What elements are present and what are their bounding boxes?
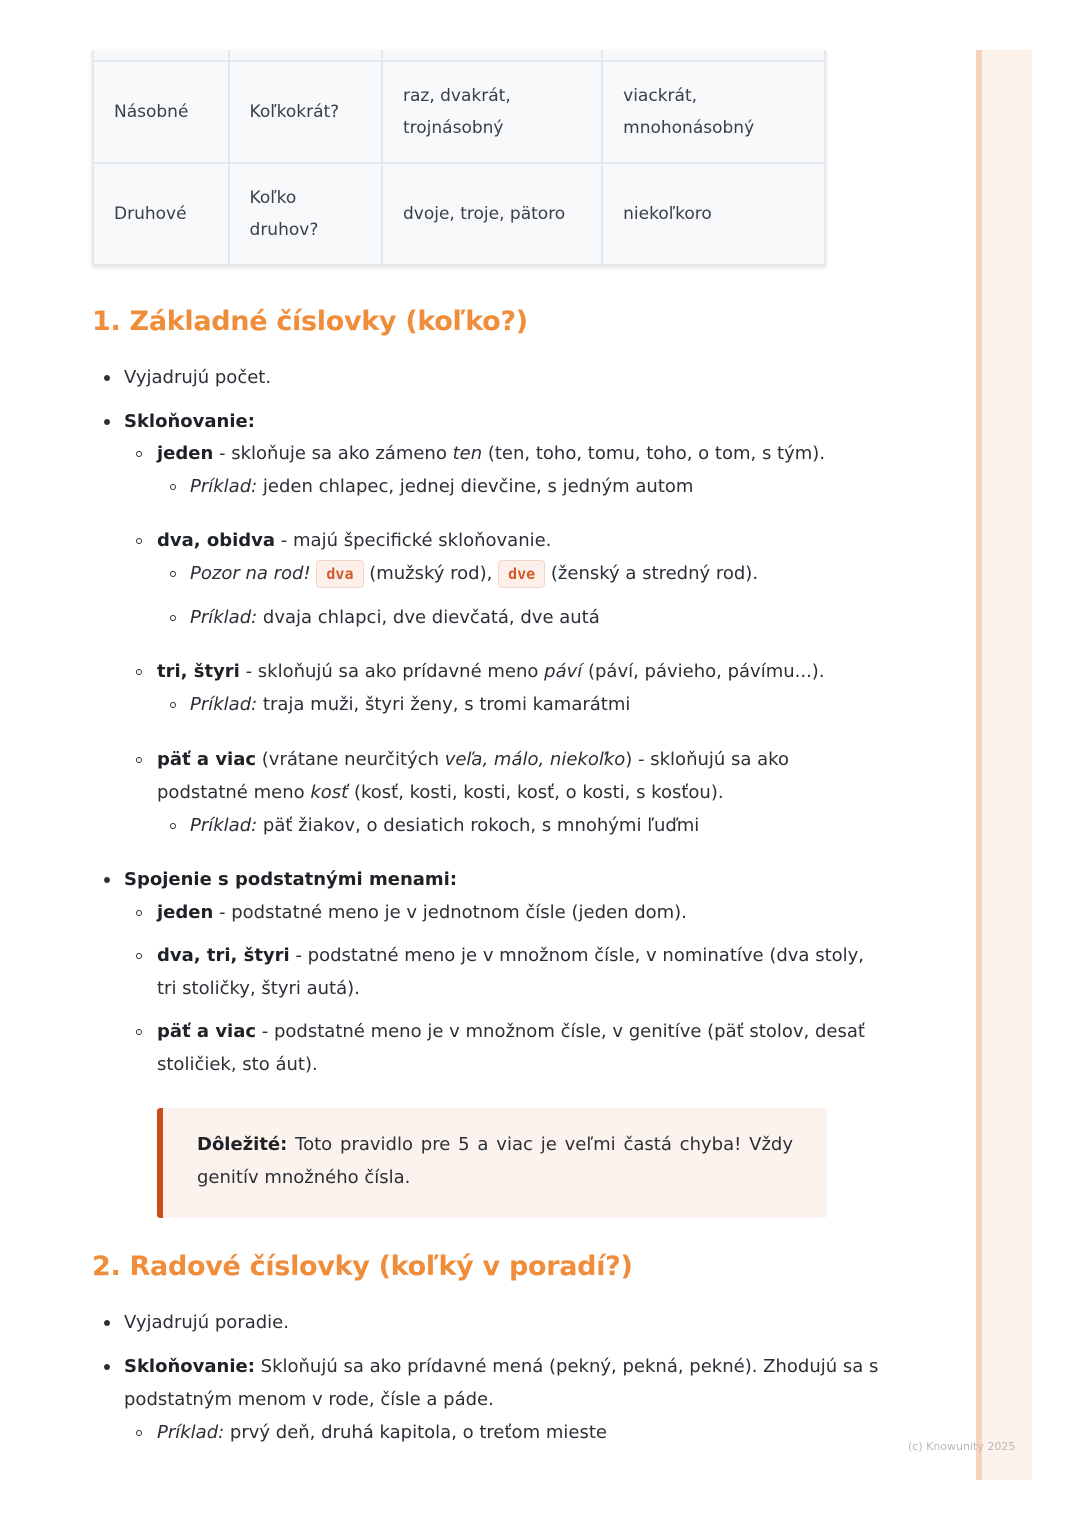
bullet <box>104 1364 110 1370</box>
bullet <box>170 571 176 577</box>
section-heading: 2. Radové číslovky (koľký v poradí?) <box>92 1251 633 1282</box>
numerals-table <box>92 50 826 266</box>
list-item: dva, obidva - majú špecifické skloňovanie. <box>157 530 552 551</box>
bullet <box>104 419 110 425</box>
list-item: Príklad: dvaja chlapci, dve dievčatá, dve autá <box>190 607 600 628</box>
bullet <box>136 1430 142 1436</box>
list-item: Spojenie s podstatnými menami: <box>124 869 458 890</box>
table-cell: dvoje, troje, pätoro <box>382 163 602 265</box>
bullet <box>170 615 176 621</box>
table-cell: Koľko druhov? <box>229 163 382 265</box>
list-item-continued: stoličiek, sto áut). <box>157 1054 318 1075</box>
bullet <box>104 375 110 381</box>
list-item: Skloňovanie: Skloňujú sa ako prídavné mená (pekný, pekná, pekné). Zhodujú sa s <box>124 1356 879 1377</box>
table-cell: Koľkokrát? <box>229 61 382 163</box>
table-row <box>93 163 825 265</box>
callout-text: Dôležité: Toto pravidlo pre 5 a viac je veľmi častá chyba! Vždy genitív množného čísla. <box>197 1134 793 1188</box>
bullet <box>136 538 142 544</box>
list-item: päť a viac - podstatné meno je v množnom čísle, v genitíve (päť stolov, desať <box>157 1021 865 1042</box>
table-cell: Druhové <box>93 163 229 265</box>
table-row <box>93 61 825 163</box>
list-item: dva, tri, štyri - podstatné meno je v množnom čísle, v nominatíve (dva stoly, <box>157 945 865 966</box>
list-item: päť a viac (vrátane neurčitých veľa, málo, niekoľko) - skloňujú sa ako <box>157 749 789 770</box>
bullet <box>136 669 142 675</box>
list-item: Vyjadrujú počet. <box>124 367 272 388</box>
table-cell: viackrát, mnohonásobný <box>602 61 825 163</box>
bullet <box>136 910 142 916</box>
code-dve: dve <box>498 560 545 588</box>
copyright: (c) Knowunity 2025 <box>908 1440 1016 1453</box>
bullet <box>104 877 110 883</box>
list-item: Príklad: traja muži, štyri ženy, s tromi kamarátmi <box>190 694 631 715</box>
list-item: Pozor na rod! dva (mužský rod), dve (ženský a stredný rod). <box>190 557 758 590</box>
list-item: Vyjadrujú poradie. <box>124 1312 289 1333</box>
table-cell: niekoľkoro <box>602 163 825 265</box>
code-dva: dva <box>316 560 363 588</box>
list-item: jeden - podstatné meno je v jednotnom čísle (jeden dom). <box>157 902 687 923</box>
list-item: Príklad: päť žiakov, o desiatich rokoch, s mnohými ľuďmi <box>190 815 700 836</box>
list-item: Skloňovanie: <box>124 411 255 432</box>
bullet <box>104 1320 110 1326</box>
table-cell: Násobné <box>93 61 229 163</box>
list-item: Príklad: prvý deň, druhá kapitola, o treťom mieste <box>157 1422 607 1443</box>
bullet <box>136 451 142 457</box>
list-item-continued: tri stoličky, štyri autá). <box>157 978 360 999</box>
list-item: Príklad: jeden chlapec, jednej dievčine, s jedným autom <box>190 476 694 497</box>
list-item-continued: podstatným menom v rode, čísle a páde. <box>124 1389 494 1410</box>
list-item: tri, štyri - skloňujú sa ako prídavné meno páví (páví, pávieho, pávímu...). <box>157 661 825 682</box>
bullet <box>170 702 176 708</box>
bullet <box>136 953 142 959</box>
side-decoration <box>976 50 1032 1480</box>
bullet <box>170 484 176 490</box>
bullet <box>136 1029 142 1035</box>
list-item-continued: podstatné meno kosť (kosť, kosti, kosti, kosť, o kosti, s kosťou). <box>157 782 724 803</box>
bullet <box>170 823 176 829</box>
table-cell: raz, dvakrát, trojnásobný <box>382 61 602 163</box>
important-callout <box>157 1108 827 1218</box>
list-item: jeden - skloňuje sa ako zámeno ten (ten, toho, tomu, toho, o tom, s tým). <box>157 443 826 464</box>
bullet <box>136 757 142 763</box>
section-heading: 1. Základné číslovky (koľko?) <box>92 306 528 337</box>
